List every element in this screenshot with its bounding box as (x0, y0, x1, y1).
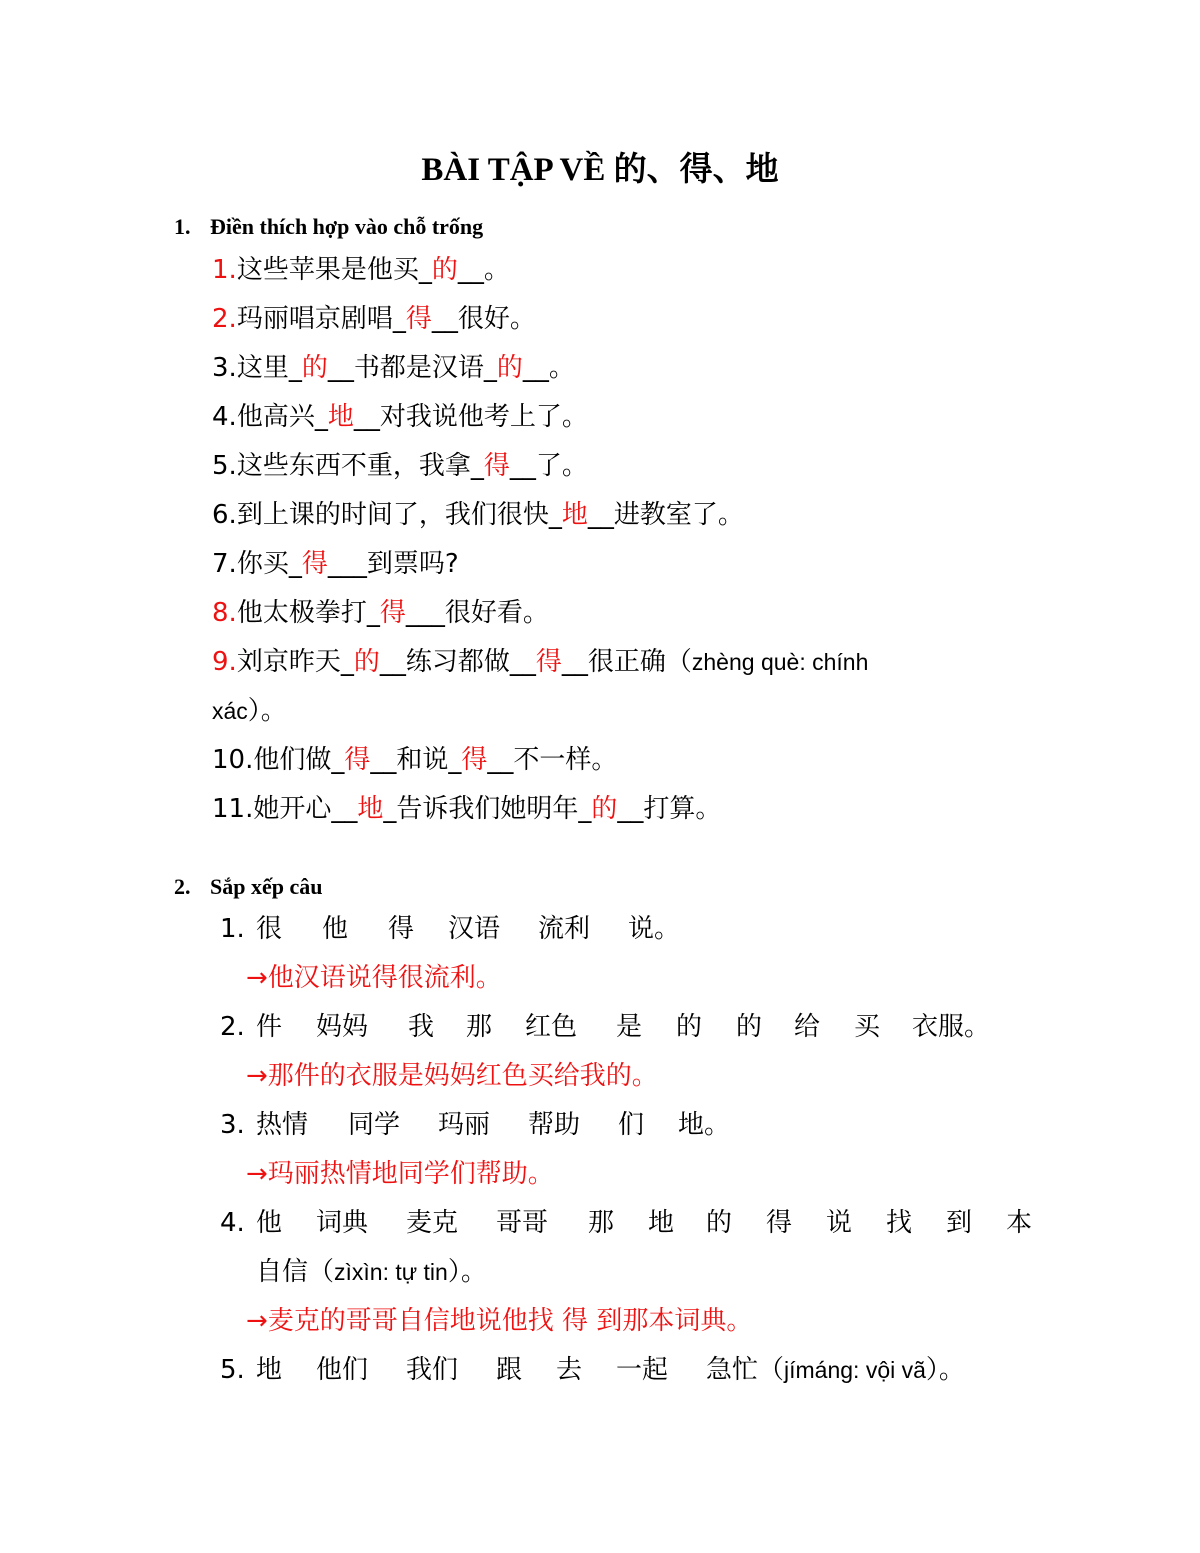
word: 本 (1006, 1208, 1033, 1238)
word: 我 (408, 1012, 435, 1042)
pinyin-note: zhèng què: chính (691, 649, 869, 675)
answer-text: 地 (327, 402, 354, 432)
exercise-line: 2.玛丽唱京剧唱_得__很好。 (212, 304, 536, 334)
answer-text: 的 (301, 353, 328, 383)
word: 到 (946, 1208, 973, 1238)
word: 跟 (496, 1355, 523, 1385)
section-title: Điền thích hợp vào chỗ trống (210, 214, 484, 239)
section-heading-arrange (174, 873, 322, 901)
word: 很 (256, 914, 283, 944)
word: 得 (766, 1208, 793, 1238)
exercise-line: 7.你买_得___到票吗? (212, 549, 459, 579)
word: 我们 (406, 1355, 459, 1385)
word: 汉语 (448, 914, 501, 944)
answer-text: 的 (591, 794, 618, 824)
exercise-line: 1.这些苹果是他买_的__。 (212, 255, 510, 285)
word: 是 (616, 1012, 643, 1042)
word: 说 (826, 1208, 853, 1238)
word: 得 (388, 914, 415, 944)
exercise-line-continued: xác）。 (212, 696, 287, 726)
word: 帮助 (528, 1110, 581, 1140)
word: 去 (556, 1355, 583, 1385)
pinyin-note: zìxìn: tự tin (334, 1259, 448, 1285)
answer-line: →玛丽热情地同学们帮助。 (246, 1159, 554, 1189)
word: 买 (854, 1012, 881, 1042)
word: 那 (588, 1208, 615, 1238)
word: 给 (794, 1012, 821, 1042)
answer-text: 得 (379, 598, 406, 628)
exercise-line: 10.他们做_得__和说_得__不一样。 (212, 745, 618, 775)
section-number: 2. (174, 874, 191, 899)
exercise-line: 5.这些东西不重，我拿_得__了。 (212, 451, 588, 481)
word: 同学 (348, 1110, 401, 1140)
word: 麦克 (406, 1208, 459, 1238)
word: 地 (256, 1355, 283, 1385)
word: 妈妈 (316, 1012, 369, 1042)
answer-text: 的 (353, 647, 380, 677)
pinyin-note: jímáng: vội vã (784, 1357, 926, 1383)
answer-text: 得 (535, 647, 562, 677)
word: 急忙（ (706, 1355, 785, 1385)
word: 那 (466, 1012, 493, 1042)
exercise-line: 11.她开心__地_告诉我们她明年_的__打算。 (212, 794, 722, 824)
word: 流利 (538, 914, 591, 944)
word-list-line-continued: 自信（zìxìn: tự tin）。 (256, 1257, 487, 1287)
section-heading-fill-blank (174, 213, 483, 241)
word-list-line: 2. 件 妈妈 我 那 红色 是 的 的 给 买 衣服。 (220, 1009, 245, 1045)
word: 他们 (316, 1355, 369, 1385)
word: 红色 (525, 1012, 578, 1042)
word-list-line: 1. 很 他 得 汉语 流利 说。 (220, 911, 245, 947)
exercise-line: 9.刘京昨天_的__练习都做__得__很正确（zhèng què: chính (212, 647, 869, 677)
exercise-line: 8.他太极拳打_得___很好看。 (212, 598, 549, 628)
word: 一起 (616, 1355, 669, 1385)
word: 的 (736, 1012, 763, 1042)
section-title: Sắp xếp câu (210, 874, 323, 899)
answer-line: →那件的衣服是妈妈红色买给我的。 (246, 1061, 658, 1091)
word: 地。 (678, 1110, 731, 1140)
word: 衣服。 (912, 1012, 991, 1042)
page-title: BÀI TẬP VỀ 的、得、地 (421, 152, 779, 188)
word: 的 (706, 1208, 733, 1238)
word: 找 (886, 1208, 913, 1238)
answer-line: →麦克的哥哥自信地说他找 得 到那本词典。 (246, 1306, 753, 1336)
word: 地 (648, 1208, 675, 1238)
word: 们 (618, 1110, 645, 1140)
word: 哥哥 (496, 1208, 549, 1238)
word: 热情 (256, 1110, 309, 1140)
word: 件 (256, 1012, 283, 1042)
word: 词典 (316, 1208, 369, 1238)
exercise-line: 3.这里_的__书都是汉语_的__。 (212, 353, 575, 383)
word-list-line: 5. 地 他们 我们 跟 去 一起 急忙（jímáng: vội vã）。 (220, 1352, 245, 1388)
word-list-line: 4. 他 词典 麦克 哥哥 那 地 的 得 说 找 到 本 (220, 1205, 245, 1241)
answer-text: 得 (405, 304, 432, 334)
answer-text: 得 (483, 451, 510, 481)
exercise-line: 4.他高兴_地__对我说他考上了。 (212, 402, 588, 432)
section-number: 1. (174, 214, 191, 239)
answer-text: 得 (461, 745, 488, 775)
word: 的 (676, 1012, 703, 1042)
word-list-line: 3. 热情 同学 玛丽 帮助 们 地。 (220, 1107, 245, 1143)
answer-text: 得 (344, 745, 371, 775)
word: 他 (256, 1208, 283, 1238)
answer-text: 地 (357, 794, 384, 824)
answer-text: 的 (431, 255, 458, 285)
word: 说。 (628, 914, 681, 944)
pinyin-note: xác (212, 698, 248, 724)
answer-text: 得 (301, 549, 328, 579)
answer-text: 的 (496, 353, 523, 383)
word: 他 (322, 914, 349, 944)
word: 玛丽 (438, 1110, 491, 1140)
exercise-line: 6.到上课的时间了，我们很快_地__进教室了。 (212, 500, 744, 530)
answer-line: →他汉语说得很流利。 (246, 963, 502, 993)
answer-text: 地 (561, 500, 588, 530)
